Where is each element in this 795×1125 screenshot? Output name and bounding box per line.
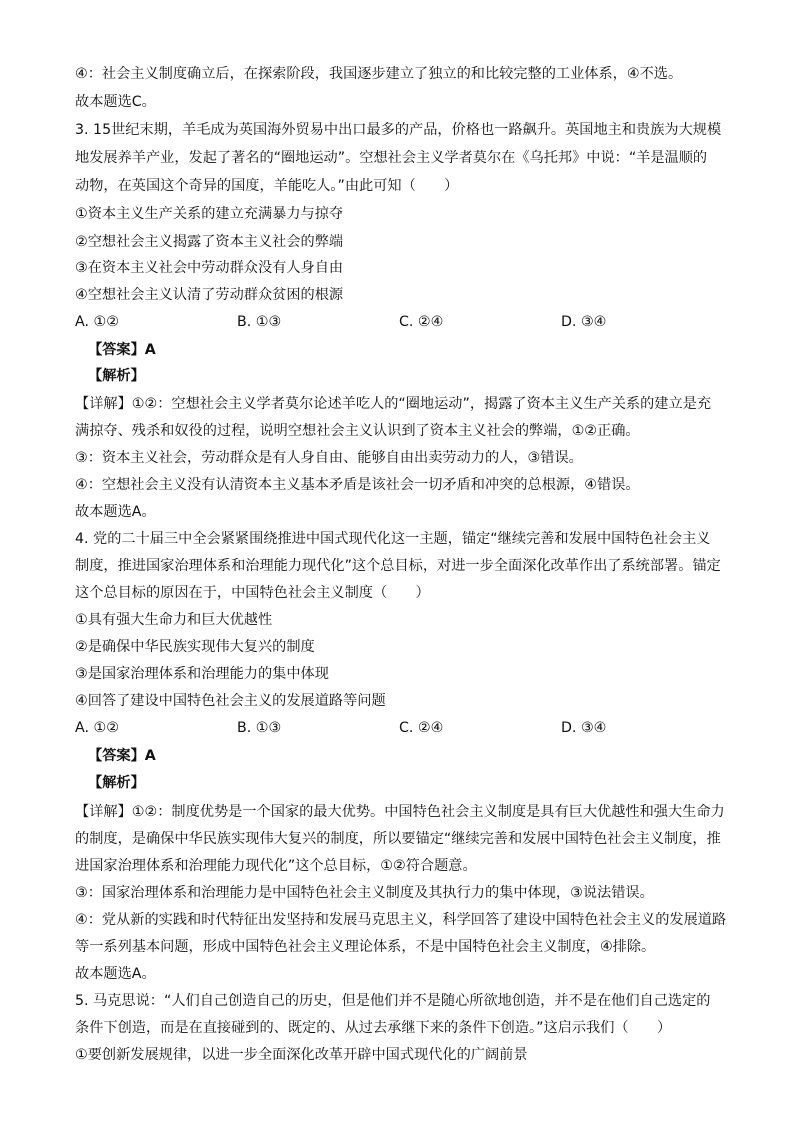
q3-option-c: C. ②④ <box>399 314 444 330</box>
q4-option-d: D. ③④ <box>561 720 607 736</box>
q4-option-b: B. ①③ <box>237 720 282 736</box>
q4-item-1: ①具有强大生命力和巨大优越性 <box>75 612 273 628</box>
q4-stem-line-3: 这个总目标的原因在于，中国特色社会主义制度（ ） <box>75 585 430 601</box>
q5-item-1: ①要创新发展规律，以进一步全面深化改革开辟中国式现代化的广阔前景 <box>75 1047 528 1063</box>
q3-detail-line-2: 满掠夺、残杀和奴役的过程，说明空想社会主义认识到了资本主义社会的弊端，①②正确。 <box>75 423 640 439</box>
q3-option-d: D. ③④ <box>561 314 607 330</box>
q4-options <box>75 718 735 738</box>
q4-detail-line-6: 等一系列基本问题，形成中国特色社会主义理论体系，不是中国特色社会主义制度，④排除。 <box>75 939 656 955</box>
q3-conclusion: 故本题选A。 <box>75 504 156 520</box>
q3-detail-line-4: ④：空想社会主义没有认清资本主义基本矛盾是该社会一切矛盾和冲突的总根源，④错误。 <box>75 477 640 493</box>
q4-stem-line-2: 制度，推进国家治理体系和治理能力现代化”这个总目标，对进一步全面深化改革作出了系统部署。锚定 <box>75 558 721 574</box>
q3-option-a: A. ①② <box>75 314 119 330</box>
q4-detail-line-5: ④：党从新的实践和时代特征出发坚持和发展马克思主义，科学回答了建设中国特色社会主义的发展道路 <box>75 912 727 928</box>
q3-detail-line-3: ③：资本主义社会，劳动群众是有人身自由、能够自由出卖劳动力的人，③错误。 <box>75 450 583 466</box>
q3-option-b: B. ①③ <box>237 314 282 330</box>
q4-detail-line-2: 的制度，是确保中华民族实现伟大复兴的制度，所以要锚定“继续完善和发展中国特色社会主义制度，推 <box>75 831 721 847</box>
q3-item-4: ④空想社会主义认清了劳动群众贫困的根源 <box>75 287 344 303</box>
q3-detail-line-1: 【详解】①②：空想社会主义学者莫尔论述羊吃人的“圈地运动”，揭露了资本主义生产关系的建立是充 <box>75 396 712 412</box>
q3-item-1: ①资本主义生产关系的建立充满暴力与掠夺 <box>75 206 344 222</box>
q4-option-a: A. ①② <box>75 720 119 736</box>
q4-answer: 【答案】A <box>88 748 156 764</box>
q4-detail-line-1: 【详解】①②：制度优势是一个国家的最大优势。中国特色社会主义制度是具有巨大优越性和强大生命力 <box>75 804 725 820</box>
q4-detail-line-4: ③：国家治理体系和治理能力是中国特色社会主义制度及其执行力的集中体现，③说法错误。 <box>75 885 654 901</box>
q4-conclusion: 故本题选A。 <box>75 966 156 982</box>
q3-item-2: ②空想社会主义揭露了资本主义社会的弊端 <box>75 234 344 250</box>
q3-item-3: ③在资本主义社会中劳动群众没有人身自由 <box>75 260 344 276</box>
q3-options <box>75 312 735 332</box>
q4-stem-line-1: 4. 党的二十届三中全会紧紧围绕推进中国式现代化这一主题，锚定“继续完善和发展中国特色社会主义 <box>75 531 711 547</box>
q3-stem-line-2: 地发展养羊产业，发起了著名的“圈地运动”。空想社会主义学者莫尔在《乌托邦》中说：“羊是温顺的 <box>75 150 708 166</box>
q3-analysis-label: 【解析】 <box>88 368 145 384</box>
q4-item-4: ④回答了建设中国特色社会主义的发展道路等问题 <box>75 693 386 709</box>
q4-detail-line-3: 进国家治理体系和治理能力现代化”这个总目标，①②符合题意。 <box>75 858 477 874</box>
q3-stem-line-1: 3. 15世纪末期，羊毛成为英国海外贸易中出口最多的产品，价格也一路飙升。英国地主和贵族为大规模 <box>75 122 722 138</box>
q5-stem-line-1: 5. 马克思说：“人们自己创造自己的历史，但是他们并不是随心所欲地创造，并不是在他们自己选定的 <box>75 993 711 1009</box>
q5-stem-line-2: 条件下创造，而是在直接碰到的、既定的、从过去承继下来的条件下创造。”这启示我们（ ） <box>75 1020 672 1036</box>
q4-item-2: ②是确保中华民族实现伟大复兴的制度 <box>75 639 315 655</box>
prev-conclusion: 故本题选C。 <box>75 94 156 110</box>
q4-analysis-label: 【解析】 <box>88 775 145 791</box>
q3-stem-line-3: 动物，在英国这个奇异的国度，羊能吃人。”由此可知（ ） <box>75 178 459 194</box>
q4-option-c: C. ②④ <box>399 720 444 736</box>
q3-answer: 【答案】A <box>88 342 156 358</box>
prev-point-4: ④：社会主义制度确立后，在探索阶段，我国逐步建立了独立的和比较完整的工业体系，④不选。 <box>75 66 683 82</box>
q4-item-3: ③是国家治理体系和治理能力的集中体现 <box>75 666 329 682</box>
